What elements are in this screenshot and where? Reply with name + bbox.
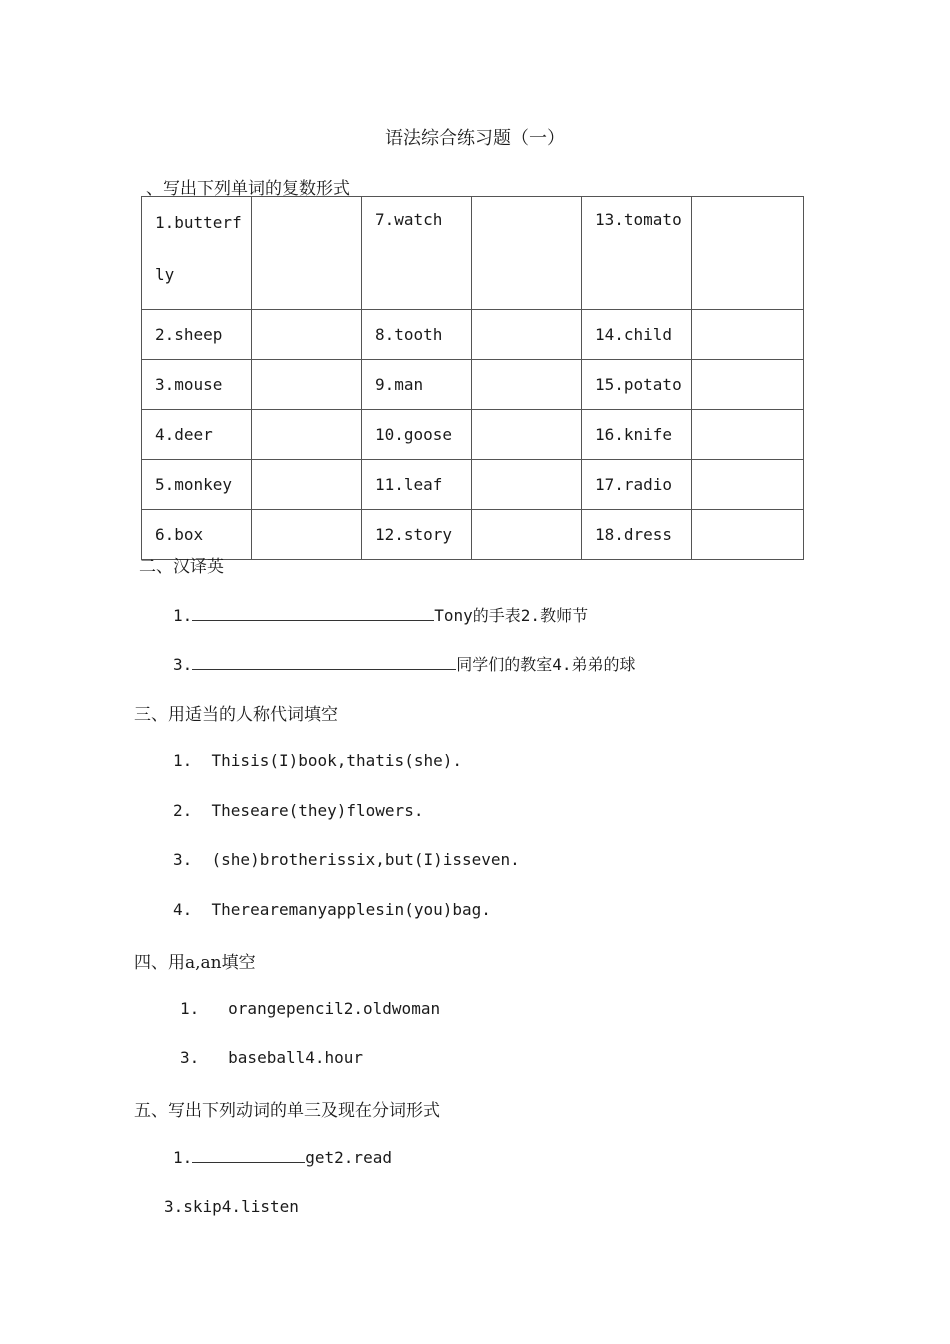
answer-blank[interactable]	[192, 606, 434, 621]
answer-cell[interactable]	[472, 360, 582, 410]
table-row	[142, 510, 804, 560]
pronoun-item-1: 1. Thisis(I)book,thatis(she).	[173, 751, 462, 770]
word-cell: 13.tomato	[582, 197, 692, 310]
answer-cell[interactable]	[252, 510, 362, 560]
article-item-1: 1. orangepencil2.oldwoman	[180, 999, 441, 1018]
answer-cell[interactable]	[692, 510, 804, 560]
answer-cell[interactable]	[472, 510, 582, 560]
word-cell: 14.child	[582, 310, 692, 360]
page-title: 语法综合练习题（一）	[385, 128, 565, 149]
translate-line-2	[173, 652, 636, 675]
item-number: 1.	[173, 606, 193, 625]
article-item-2: 3. baseball4.hour	[180, 1048, 364, 1067]
word-cell: 18.dress	[582, 510, 692, 560]
word-cell: 15.potato	[582, 360, 692, 410]
section-3-heading: 三、用适当的人称代词填空	[134, 705, 338, 725]
table-row	[142, 310, 804, 360]
answer-cell[interactable]	[472, 410, 582, 460]
table-row	[142, 197, 804, 310]
section-1-heading: 、写出下列单词的复数形式	[146, 179, 350, 199]
answer-cell[interactable]	[692, 360, 804, 410]
answer-blank[interactable]	[192, 655, 456, 670]
answer-cell[interactable]	[472, 460, 582, 510]
answer-cell[interactable]	[692, 310, 804, 360]
word-cell: 5.monkey	[142, 460, 252, 510]
word-cell: 4.deer	[142, 410, 252, 460]
word-cell: 7.watch	[362, 197, 472, 310]
word-cell: 9.man	[362, 360, 472, 410]
pronoun-item-4: 4. Therearemanyapplesin(you)bag.	[173, 900, 491, 919]
word-cell: 16.knife	[582, 410, 692, 460]
plural-forms-table	[141, 196, 804, 560]
word-cell: 12.story	[362, 510, 472, 560]
answer-cell[interactable]	[252, 197, 362, 310]
table-row	[142, 460, 804, 510]
answer-cell[interactable]	[472, 310, 582, 360]
section-2-heading: 二、汉译英	[139, 557, 224, 577]
word-cell: 11.leaf	[362, 460, 472, 510]
verb-line-1	[173, 1148, 392, 1167]
answer-cell[interactable]	[252, 410, 362, 460]
table-row	[142, 360, 804, 410]
item-text: 同学们的教室4.弟弟的球	[456, 655, 636, 674]
word-cell: 3.mouse	[142, 360, 252, 410]
answer-cell[interactable]	[692, 460, 804, 510]
item-text: Tony的手表2.教师节	[434, 606, 589, 625]
word-cell: 2.sheep	[142, 310, 252, 360]
word-cell: 17.radio	[582, 460, 692, 510]
word-cell: 6.box	[142, 510, 252, 560]
answer-cell[interactable]	[692, 410, 804, 460]
section-4-heading: 四、用a,an填空	[134, 953, 256, 973]
pronoun-item-2: 2. Theseare(they)flowers.	[173, 801, 424, 820]
table-row	[142, 410, 804, 460]
answer-blank[interactable]	[192, 1148, 305, 1163]
answer-cell[interactable]	[252, 310, 362, 360]
item-text: get2.read	[305, 1148, 392, 1167]
word-cell: 1.butterfly	[142, 197, 252, 310]
answer-cell[interactable]	[472, 197, 582, 310]
translate-line-1	[173, 603, 588, 626]
word-cell: 8.tooth	[362, 310, 472, 360]
word-cell: 10.goose	[362, 410, 472, 460]
answer-cell[interactable]	[692, 197, 804, 310]
pronoun-item-3: 3. (she)brotherissix,but(I)isseven.	[173, 850, 520, 869]
item-number: 3.	[173, 655, 193, 674]
answer-cell[interactable]	[252, 460, 362, 510]
verb-line-2: 3.skip4.listen	[164, 1197, 299, 1216]
section-5-heading: 五、写出下列动词的单三及现在分词形式	[134, 1101, 440, 1121]
answer-cell[interactable]	[252, 360, 362, 410]
item-number: 1.	[173, 1148, 193, 1167]
